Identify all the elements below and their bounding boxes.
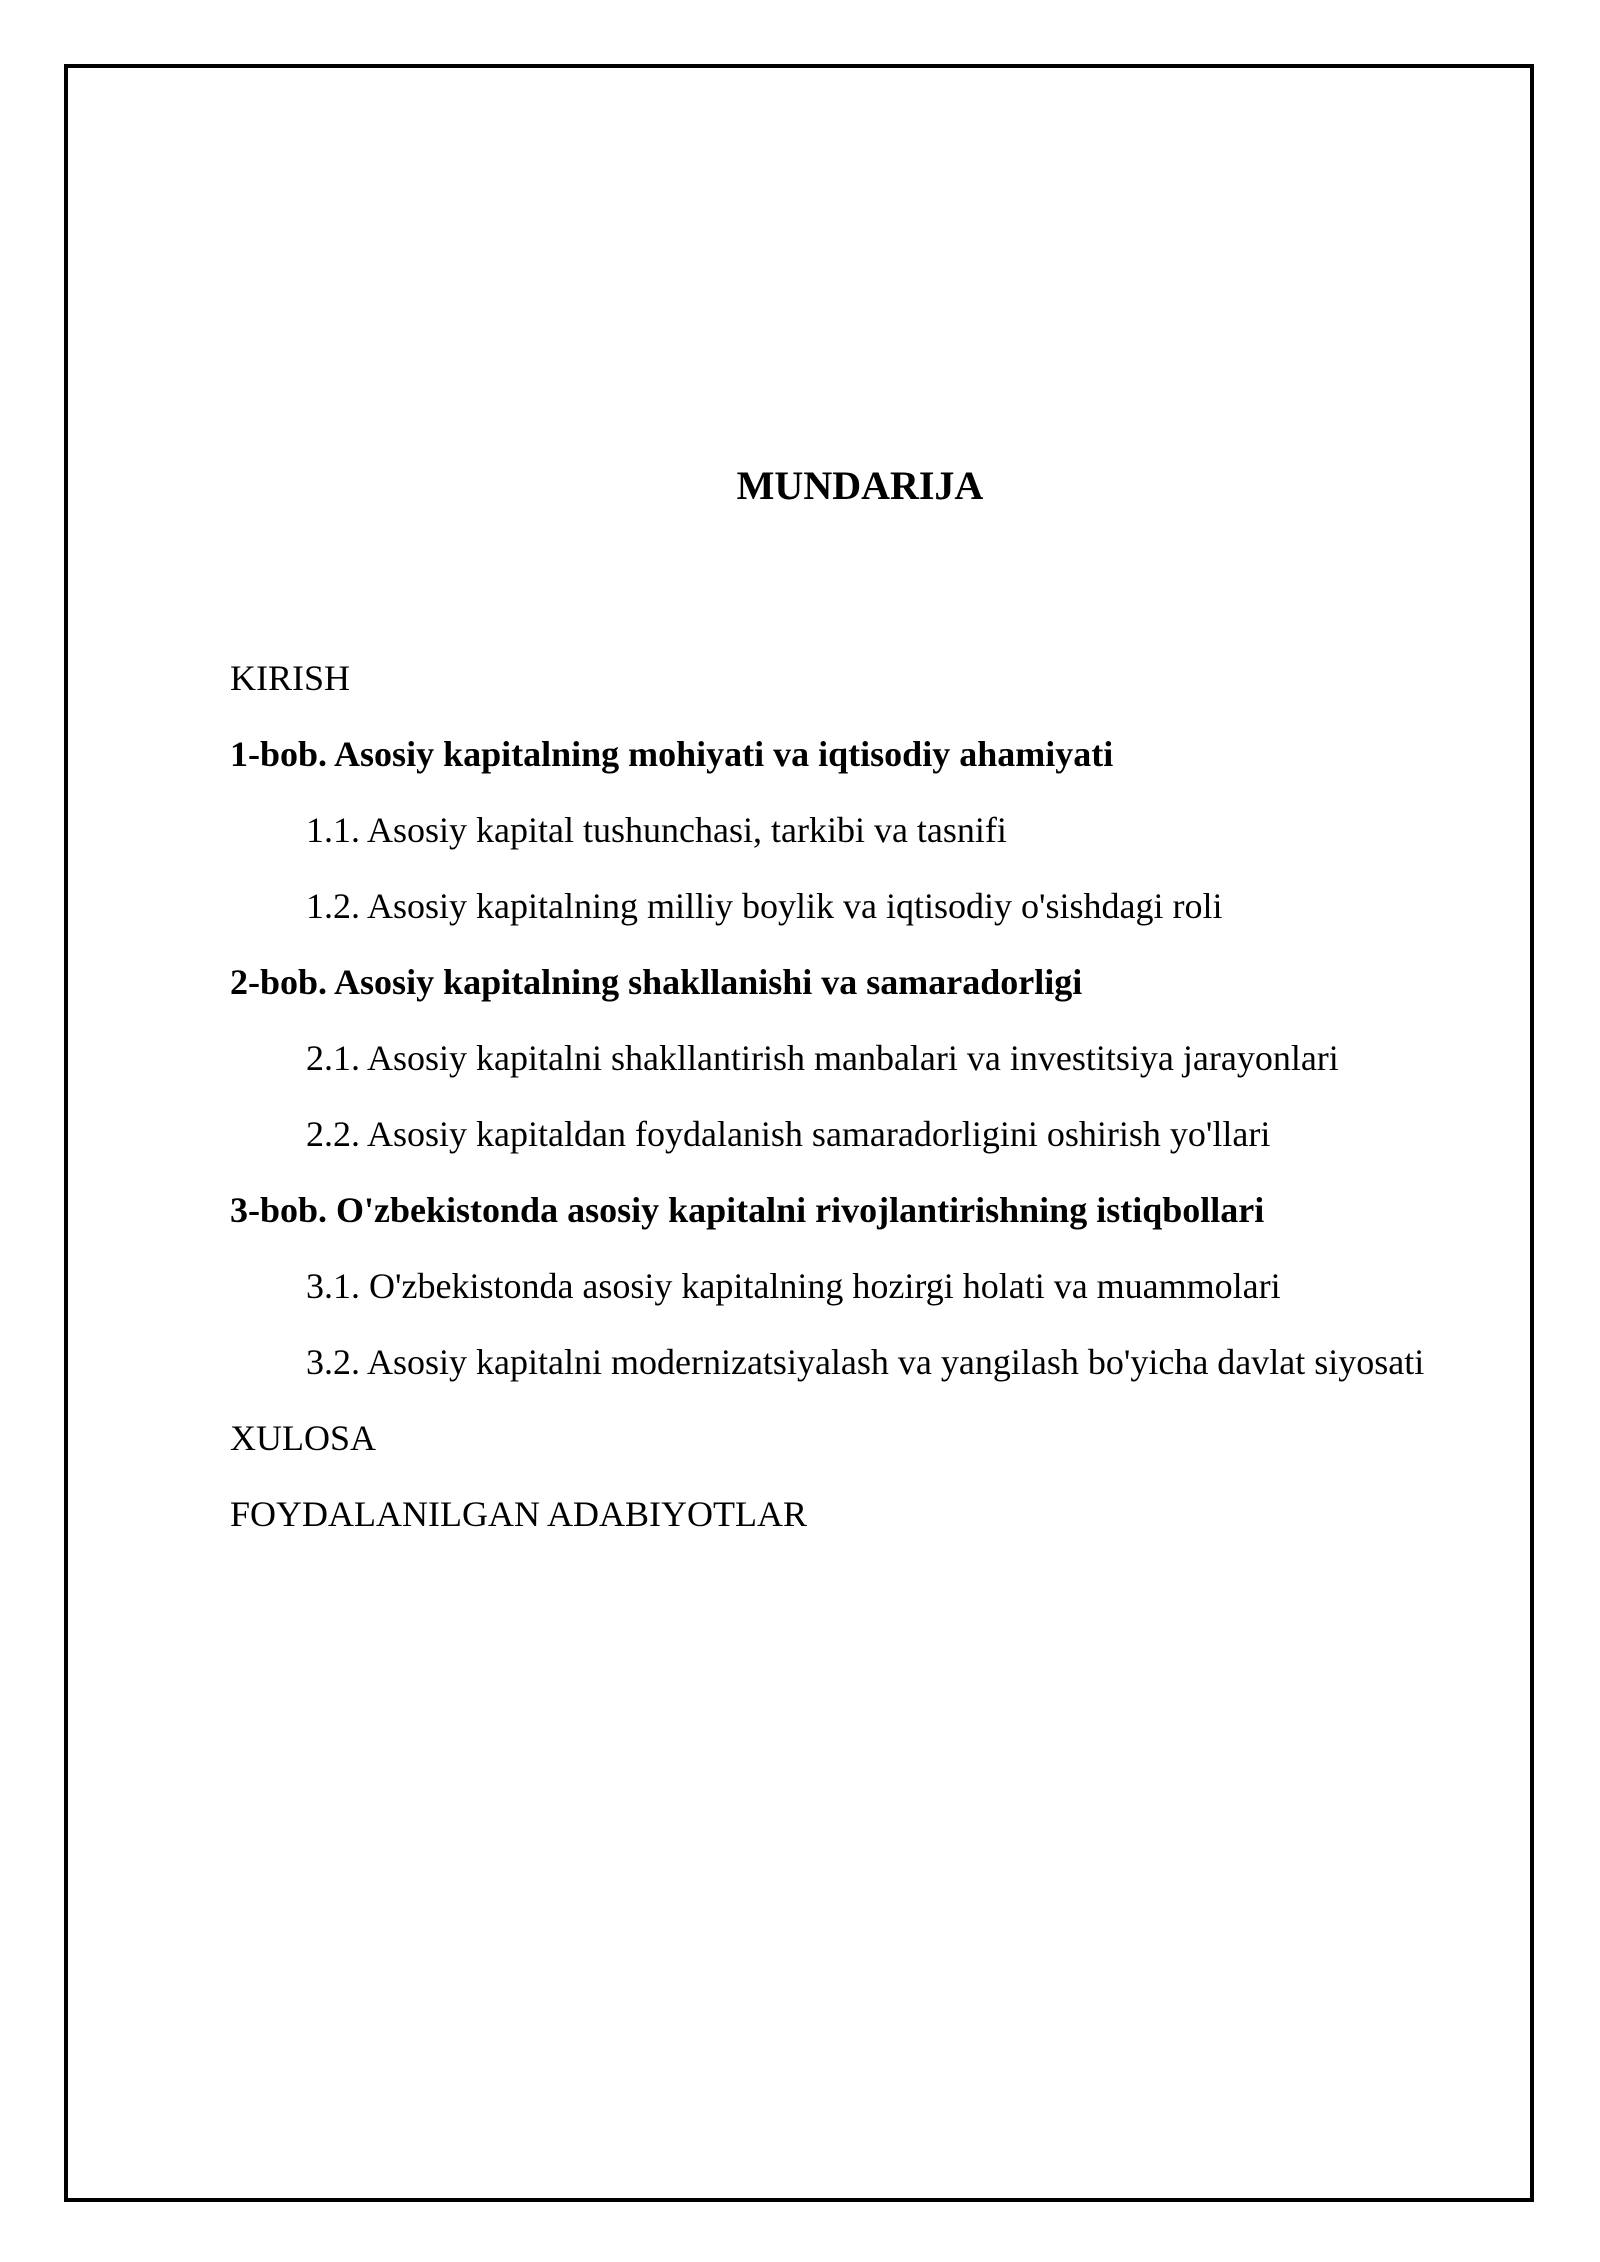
toc-entry-section-1-2: 1.2. Asosiy kapitalning milliy boylik va iqtisodiy o'sishdagi roli: [306, 886, 1223, 926]
toc-entry-section-1-1: 1.1. Asosiy kapital tushunchasi, tarkibi va tasnifi: [306, 810, 1007, 850]
page-title: MUNDARIJA: [736, 463, 984, 508]
toc-entry-references: FOYDALANILGAN ADABIYOTLAR: [230, 1494, 807, 1534]
toc-entry-section-3-2: 3.2. Asosiy kapitalni modernizatsiyalash va yangilash bo'yicha davlat siyosati: [306, 1342, 1425, 1382]
table-of-contents: [230, 640, 1530, 1552]
toc-entry-introduction: KIRISH: [230, 658, 351, 698]
toc-entry-chapter-2: 2-bob. Asosiy kapitalning shakllanishi va samaradorligi: [230, 962, 1083, 1002]
toc-entry-chapter-3: 3-bob. O'zbekistonda asosiy kapitalni rivojlantirishning istiqbollari: [230, 1190, 1265, 1230]
toc-entry-conclusion: XULOSA: [230, 1418, 377, 1458]
toc-entry-chapter-1: 1-bob. Asosiy kapitalning mohiyati va iqtisodiy ahamiyati: [230, 734, 1114, 774]
toc-entry-section-3-1: 3.1. O'zbekistonda asosiy kapitalning hozirgi holati va muammolari: [306, 1266, 1281, 1306]
toc-entry-section-2-2: 2.2. Asosiy kapitaldan foydalanish samaradorligini oshirish yo'llari: [306, 1114, 1271, 1154]
toc-entry-section-2-1: 2.1. Asosiy kapitalni shakllantirish manbalari va investitsiya jarayonlari: [306, 1038, 1339, 1078]
